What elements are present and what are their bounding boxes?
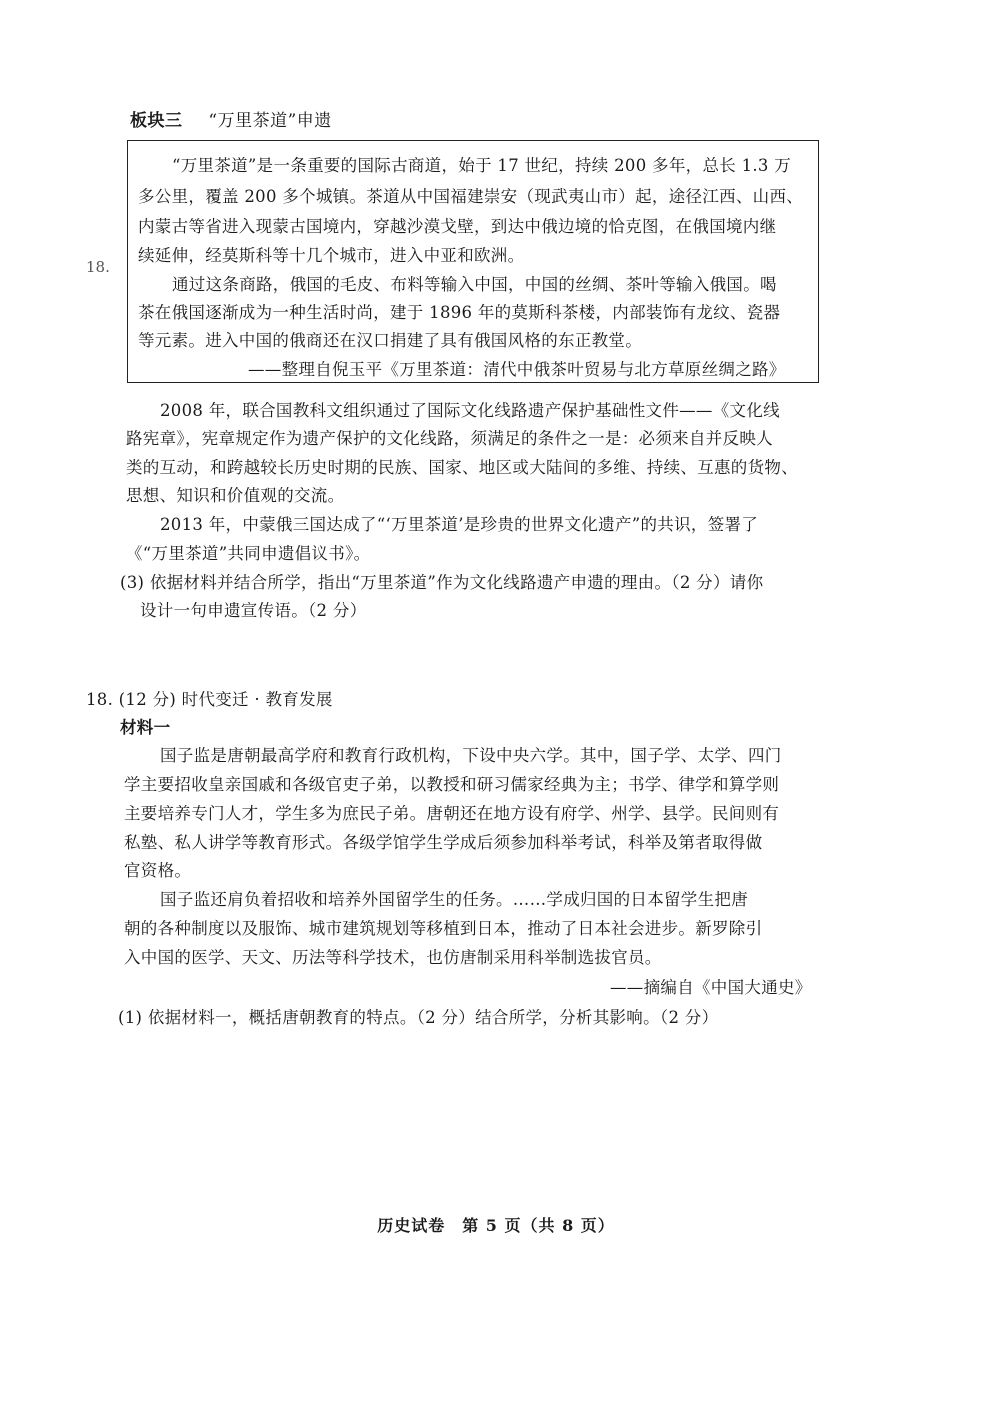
para-2008-line: 思想、知识和价值观的交流。	[126, 486, 345, 505]
question-18-heading: 18. (12 分) 时代变迁 · 教育发展	[86, 690, 333, 709]
box-line: 等元素。进入中国的俄商还在汉口捐建了具有俄国风格的东正教堂。	[138, 331, 642, 350]
para-2008-line: 类的互动，和跨越较长历史时期的民族、国家、地区或大陆间的多维、持续、互惠的货物、	[126, 458, 798, 477]
question-1: (1) 依据材料一，概括唐朝教育的特点。（2 分）结合所学，分析其影响。（2 分）	[118, 1008, 719, 1027]
section-label: 板块三	[130, 111, 183, 131]
material-one-line: 官资格。	[124, 861, 192, 880]
material-one-line: 主要培养专门人才，学生多为庶民子弟。唐朝还在地方设有府学、州学、县学。民间则有	[124, 804, 780, 823]
box-line: “万里茶道”是一条重要的国际古商道，始于 17 世纪，持续 200 多年，总长 1.3 万	[172, 156, 792, 175]
para-2013-line: 2013 年，中蒙俄三国达成了“‘万里茶道’是珍贵的世界文化遗产”的共识，签署了	[160, 515, 759, 534]
para-2008-line: 路宪章》，宪章规定作为遗产保护的文化线路，须满足的条件之一是：必须来自并反映人	[126, 429, 773, 448]
box-line: 内蒙古等省进入现蒙古国境内，穿越沙漠戈壁，到达中俄边境的恰克图，在俄国境内继	[138, 217, 777, 236]
material-one-source: ——摘编自《中国大通史》	[610, 978, 812, 997]
box-source: ——整理自倪玉平《万里茶道：清代中俄茶叶贸易与北方草原丝绸之路》	[248, 360, 786, 379]
material-one-line: 朝的各种制度以及服饰、城市建筑规划等移植到日本，推动了日本社会进步。新罗除引	[124, 919, 763, 938]
material-one-line: 学主要招收皇亲国戚和各级官吏子弟，以教授和研习儒家经典为主；书学、律学和算学则	[124, 775, 780, 794]
box-line: 茶在俄国逐渐成为一种生活时尚，建于 1896 年的莫斯科茶楼，内部装饰有龙纹、瓷器	[138, 303, 781, 322]
question-3-line: (3) 依据材料并结合所学，指出“万里茶道”作为文化线路遗产申遗的理由。（2 分）请你	[120, 573, 764, 592]
section-title: “万里茶道”申遗	[208, 111, 332, 131]
side-mark: 18.	[86, 258, 110, 276]
box-line: 续延伸，经莫斯科等十几个城市，进入中亚和欧洲。	[138, 246, 525, 265]
material-one-line: 国子监是唐朝最高学府和教育行政机构，下设中央六学。其中，国子学、太学、四门	[160, 746, 782, 765]
material-one-line: 私塾、私人讲学等教育形式。各级学馆学生学成后须参加科举考试，科举及第者取得做	[124, 833, 763, 852]
para-2013-line: 《“万里茶道”共同申遗倡议书》。	[126, 544, 371, 563]
material-one-label: 材料一	[120, 718, 171, 737]
box-line: 通过这条商路，俄国的毛皮、布料等输入中国，中国的丝绸、茶叶等输入俄国。喝	[172, 275, 777, 294]
box-line: 多公里，覆盖 200 多个城镇。茶道从中国福建崇安（现武夷山市）起，途径江西、山西、	[138, 187, 804, 206]
para-2008-line: 2008 年，联合国教科文组织通过了国际文化线路遗产保护基础性文件——《文化线	[160, 401, 780, 420]
section-heading	[130, 106, 332, 131]
material-one-line: 入中国的医学、天文、历法等科学技术，也仿唐制采用科举制选拔官员。	[124, 948, 662, 967]
page-footer: 历史试卷 第 5 页（共 8 页）	[377, 1216, 615, 1235]
question-3-line: 设计一句申遗宣传语。（2 分）	[140, 601, 367, 620]
material-one-line: 国子监还肩负着招收和培养外国留学生的任务。……学成归国的日本留学生把唐	[160, 890, 748, 909]
